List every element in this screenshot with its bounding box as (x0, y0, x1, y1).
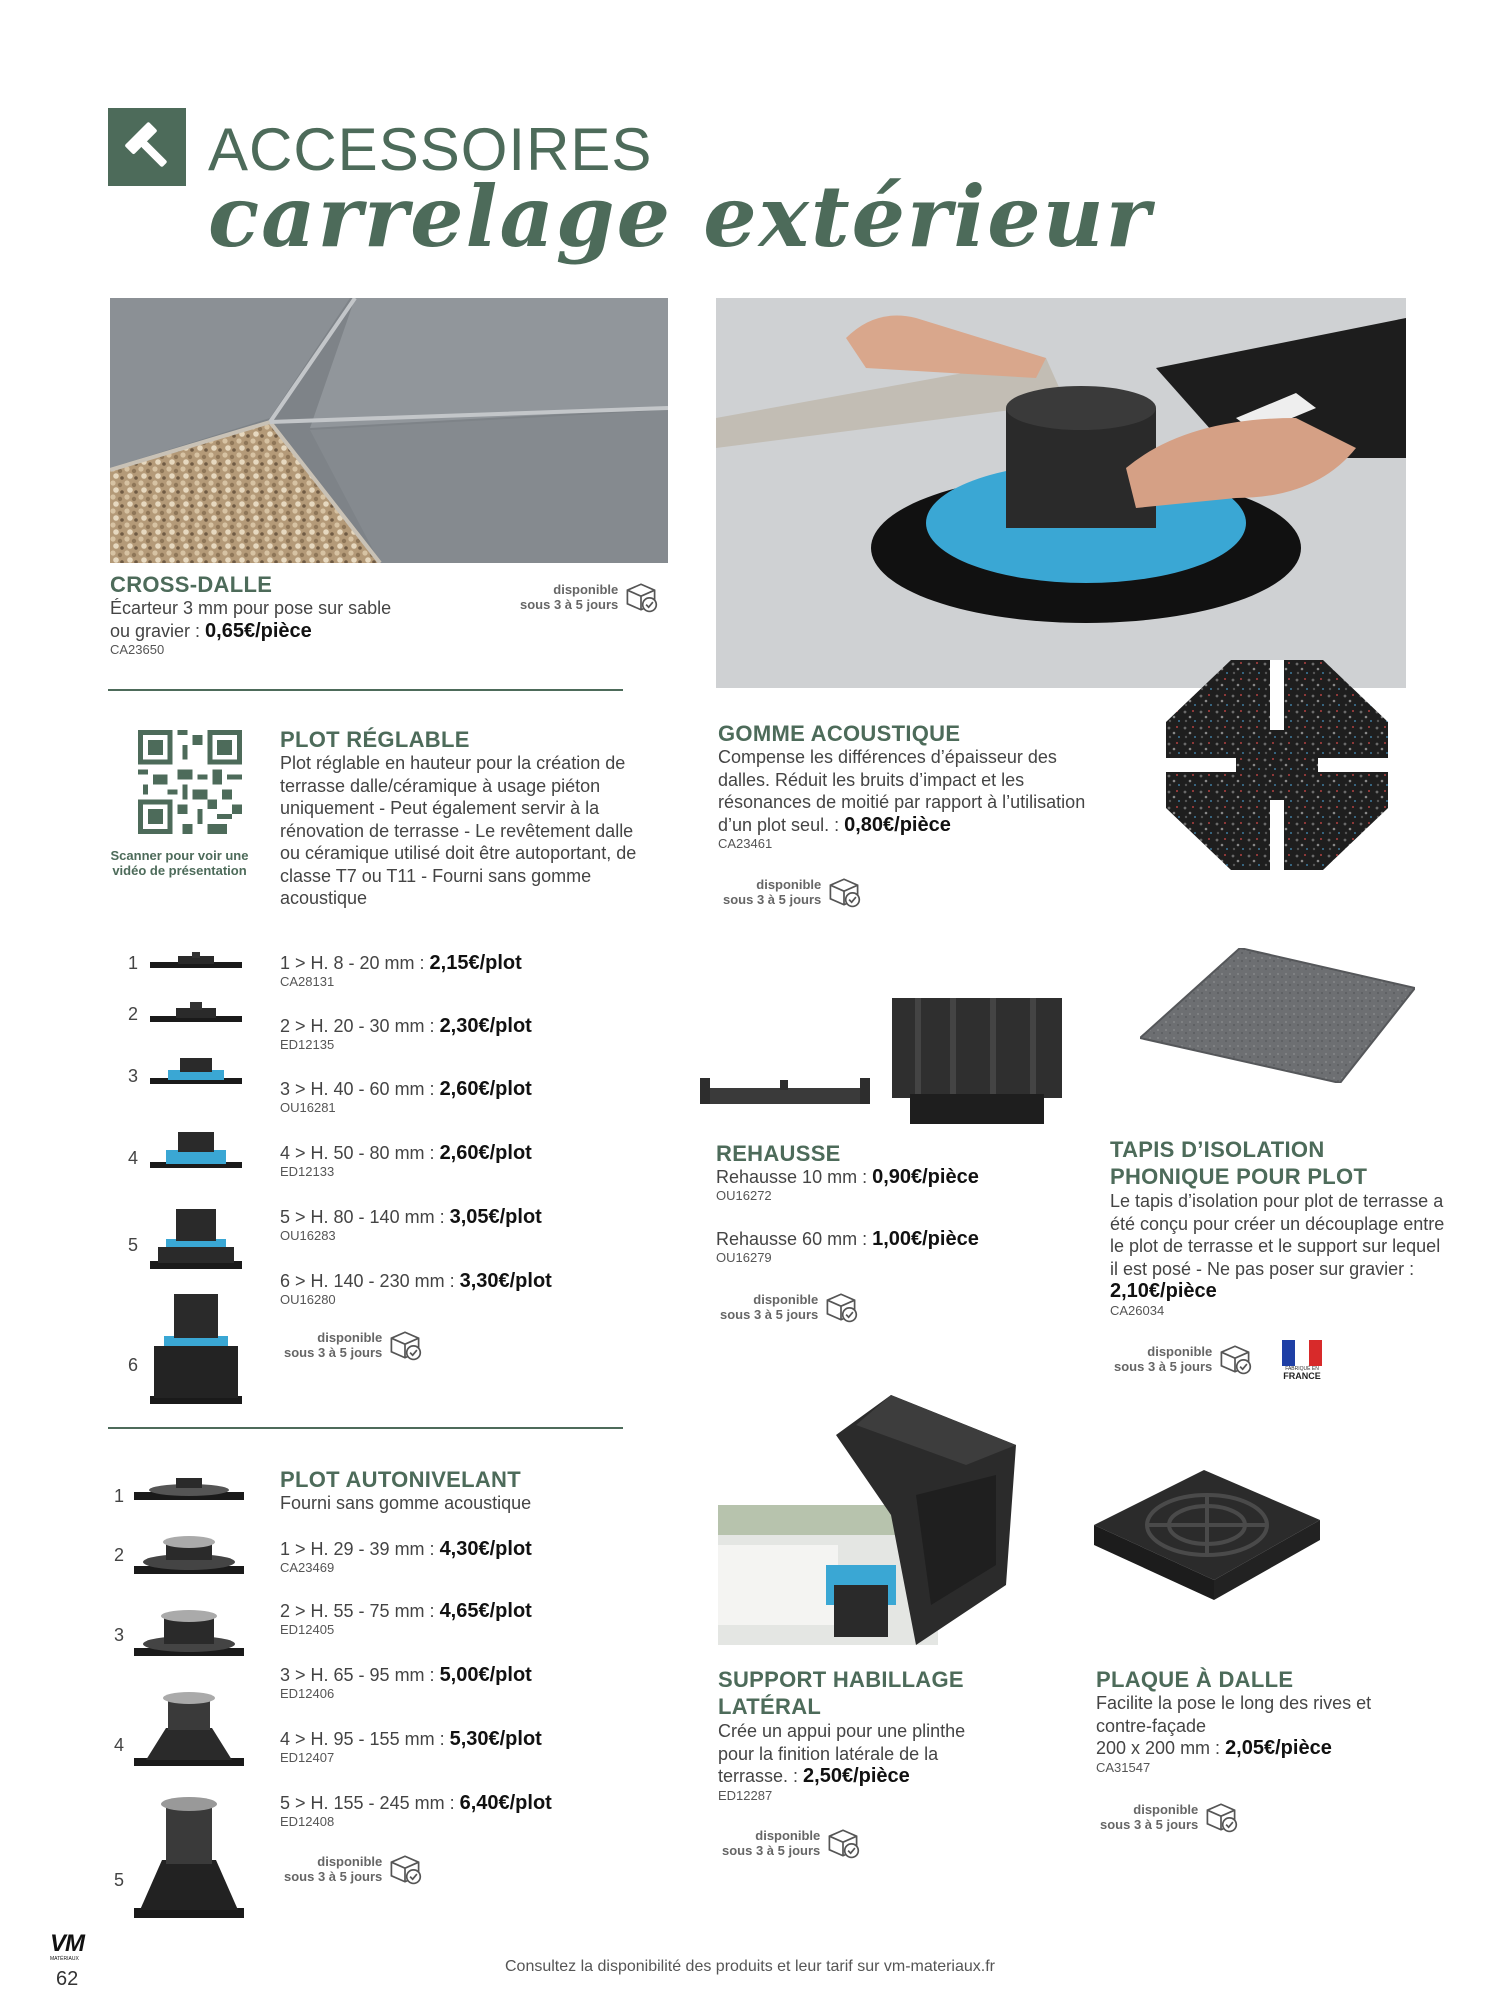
plot-reglable-item: 4 > H. 50 - 80 mm : 2,60€/plot ED12133 (280, 1142, 532, 1179)
qr-code[interactable] (138, 730, 242, 834)
support-title: SUPPORT HABILLAGE LATÉRAL (718, 1667, 964, 1719)
rehausse-photo (700, 990, 1070, 1130)
plot-reglable-item: 1 > H. 8 - 20 mm : 2,15€/plot CA28131 (280, 952, 522, 989)
plot-image (148, 1290, 244, 1406)
cross-dalle-desc: Écarteur 3 mm pour pose sur sable ou gravier : 0,65€/pièce CA23650 (110, 597, 410, 658)
plot-image (148, 1128, 244, 1172)
section-divider (108, 689, 623, 691)
vm-logo: VM MATÉRIAUX (50, 1930, 84, 1962)
box-check-icon (624, 580, 658, 614)
plot-auto-number: 4 (114, 1735, 125, 1755)
plot-auto-number: 3 (114, 1625, 125, 1645)
plot-image (148, 1205, 244, 1271)
plot-auto-item: 5 > H. 155 - 245 mm : 6,40€/plot ED12408 (280, 1792, 552, 1829)
section-divider (108, 1427, 623, 1429)
plot-reglable-item: 5 > H. 80 - 140 mm : 3,05€/plot OU16283 (280, 1206, 542, 1243)
availability-badge: disponible sous 3 à 5 jours (1114, 1342, 1252, 1376)
plot-reglable-number: 1 (128, 953, 139, 973)
support-price: 2,50€/pièce (803, 1765, 910, 1787)
header-title-top: ACCESSOIRES (208, 116, 653, 183)
support-ref: ED12287 (718, 1787, 773, 1803)
plot-reglable-item: 6 > H. 140 - 230 mm : 3,30€/plot OU16280 (280, 1270, 552, 1307)
cross-dalle-ref: CA23650 (110, 642, 165, 657)
plot-image (148, 1054, 244, 1088)
tapis-title: TAPIS D’ISOLATION PHONIQUE POUR PLOT (1110, 1137, 1368, 1189)
plaque-title: PLAQUE À DALLE (1096, 1667, 1294, 1692)
cross-dalle-price: 0,65€/pièce (205, 619, 312, 642)
gomme-price: 0,80€/pièce (844, 813, 951, 836)
plot-image (132, 1532, 246, 1578)
plot-auto-number: 2 (114, 1545, 125, 1565)
plot-auto-item: 1 > H. 29 - 39 mm : 4,30€/plot CA23469 (280, 1538, 532, 1575)
france-flag-icon (1282, 1340, 1322, 1366)
support-desc: Crée un appui pour une plinthe pour la finition latérale de la terrasse. : 2,50€/pièce ED12287 (718, 1720, 988, 1804)
plot-reglable-desc: Plot réglable en hauteur pour la création de terrasse dalle/céramique à usage piéton uniquement - Peut également servir à la rénovation de terrasse - Le revêtement dalle ou céramique utilisé doit être autoportant, de classe T7 ou T11 - Fourni sans gomme acoustique (280, 753, 637, 908)
plot-image (148, 1000, 244, 1026)
tapis-ref: CA26034 (1110, 1302, 1165, 1318)
plot-image (132, 1604, 246, 1660)
gomme-photo (1166, 660, 1388, 870)
plot-auto-item: 2 > H. 55 - 75 mm : 4,65€/plot ED12405 (280, 1600, 532, 1637)
plot-image (132, 1688, 246, 1770)
plot-reglable-title: PLOT RÉGLABLE (280, 727, 470, 752)
box-check-icon (388, 1328, 422, 1362)
plot-auto-title: PLOT AUTONIVELANT (280, 1467, 521, 1492)
qr-caption: Scanner pour voir une vidéo de présentation (110, 848, 249, 878)
header-title-script: carrelage extérieur (208, 167, 1152, 266)
plot-reglable-item: 2 > H. 20 - 30 mm : 2,30€/plot ED12135 (280, 1015, 532, 1052)
plot-reglable-number: 4 (128, 1148, 139, 1168)
plot-image (132, 1474, 246, 1504)
box-check-icon (826, 1826, 860, 1860)
plot-auto-number: 1 (114, 1486, 125, 1506)
gomme-ref: CA23461 (718, 836, 773, 851)
box-check-icon (1204, 1800, 1238, 1834)
rehausse-item: Rehausse 60 mm : 1,00€/pièce OU16279 (716, 1228, 979, 1265)
plaque-price: 2,05€/pièce (1225, 1737, 1332, 1759)
plot-install-photo (716, 298, 1406, 688)
plot-reglable-number: 6 (128, 1355, 139, 1375)
availability-badge: disponible sous 3 à 5 jours (520, 580, 658, 614)
plaque-photo (1094, 1470, 1320, 1630)
availability-badge: disponible sous 3 à 5 jours (284, 1328, 422, 1362)
tapis-price: 2,10€/pièce (1110, 1280, 1217, 1302)
plot-auto-number: 5 (114, 1870, 125, 1890)
hammer-icon (108, 108, 186, 186)
availability-badge: disponible sous 3 à 5 jours (284, 1852, 422, 1886)
footer-note: Consultez la disponibilité des produits et leur tarif sur vm-materiaux.fr (505, 1958, 995, 1975)
tapis-desc: Le tapis d’isolation pour plot de terrasse a été conçu pour créer un découplage entre le plot de terrasse et le support sur lequel il est posé - Ne pas poser sur gravier : 2,10€/pièce CA26034 (1110, 1190, 1450, 1319)
plot-image (148, 950, 244, 972)
gomme-title: GOMME ACOUSTIQUE (718, 721, 961, 746)
availability-badge: disponible sous 3 à 5 jours (720, 1290, 858, 1324)
rehausse-title: REHAUSSE (716, 1141, 841, 1166)
header-icon-box (108, 108, 186, 186)
cross-dalle-title: CROSS-DALLE (110, 572, 273, 597)
tapis-photo (1140, 948, 1415, 1083)
page-number: 62 (56, 1968, 79, 1990)
support-photo (716, 1395, 1036, 1650)
plot-auto-item: 4 > H. 95 - 155 mm : 5,30€/plot ED12407 (280, 1728, 542, 1765)
made-in-france-badge: FABRIQUÉ EN FRANCE (1280, 1340, 1324, 1381)
box-check-icon (824, 1290, 858, 1324)
box-check-icon (1218, 1342, 1252, 1376)
plaque-ref: CA31547 (1096, 1759, 1151, 1775)
box-check-icon (827, 875, 861, 909)
plot-reglable-number: 3 (128, 1066, 139, 1086)
plot-reglable-number: 5 (128, 1235, 139, 1255)
plot-reglable-item: 3 > H. 40 - 60 mm : 2,60€/plot OU16281 (280, 1078, 532, 1115)
availability-badge: disponible sous 3 à 5 jours (723, 875, 861, 909)
plot-auto-subtitle: Fourni sans gomme acoustique (280, 1493, 532, 1513)
box-check-icon (388, 1852, 422, 1886)
plaque-desc: Facilite la pose le long des rives et contre-façade 200 x 200 mm : 2,05€/pièce CA31547 (1096, 1692, 1406, 1776)
gomme-desc: Compense les différences d’épaisseur des dalles. Réduit les bruits d’impact et les résonances de moitié par rapport à l’utilisation d’un plot seul. : 0,80€/pièce CA23461 (718, 746, 1108, 852)
availability-badge: disponible sous 3 à 5 jours (722, 1826, 860, 1860)
rehausse-item: Rehausse 10 mm : 0,90€/pièce OU16272 (716, 1166, 979, 1203)
plot-image (132, 1790, 246, 1920)
cross-dalle-photo (110, 298, 668, 563)
availability-badge: disponible sous 3 à 5 jours (1100, 1800, 1238, 1834)
plot-reglable-number: 2 (128, 1004, 139, 1024)
plot-auto-item: 3 > H. 65 - 95 mm : 5,00€/plot ED12406 (280, 1664, 532, 1701)
